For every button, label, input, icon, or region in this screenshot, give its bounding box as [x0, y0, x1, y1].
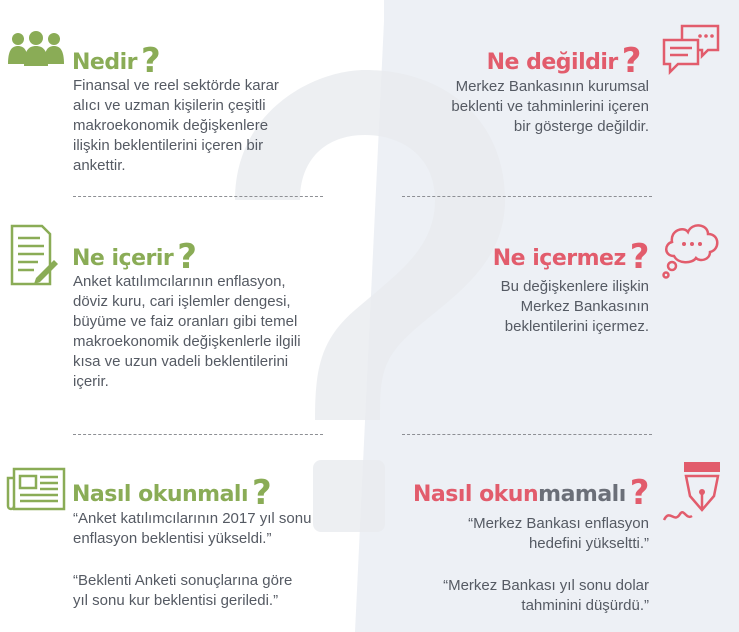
pen-signature-icon — [660, 460, 724, 526]
divider — [402, 196, 652, 197]
nasil-okunmamali-quote-2: “Merkez Bankası yıl sonu dolar tahminini düşürdü.” — [443, 577, 649, 614]
nedir-text: Finansal ve reel sektörde karar alıcı ve uzman kişilerin çeşitli makroekonomik değişkenlere ilişkin beklentilerini içeren bir ankettir. — [73, 77, 279, 174]
nasil-okunmali-quote-1: “Anket katılımcılarının 2017 yıl sonu enflasyon beklentisi yükseldi.” — [73, 510, 312, 547]
ne-icermez-heading: Ne içermez ? — [492, 237, 649, 277]
nasil-okunmali-quote-2: “Beklenti Anketi sonuçlarına göre yıl sonu kur beklentisi geriledi.” — [73, 572, 293, 609]
chat-bubbles-icon — [660, 22, 722, 78]
ne-degildir-heading: Ne değildir ? — [486, 41, 641, 81]
nasil-okunmali-heading: Nasıl okunmalı ? — [72, 473, 272, 513]
ne-icermez-text: Bu değişkenlere ilişkin Merkez Bankasının beklentilerini içermez. — [500, 278, 649, 335]
nedir-heading: Nedir ? — [72, 41, 161, 81]
ne-degildir-text: Merkez Bankasının kurumsal beklenti ve tahminlerini içeren bir gösterge değildir. — [451, 78, 649, 135]
people-group-icon — [6, 30, 66, 66]
nasil-okunmamali-quote-1: “Merkez Bankası enflasyon hedefini yükseltti.” — [468, 515, 649, 552]
newspaper-icon — [6, 466, 66, 512]
document-pencil-icon — [8, 222, 58, 288]
nasil-okunmamali-heading: Nasıl okunmamalı ? — [412, 473, 649, 513]
divider — [73, 196, 323, 197]
ne-icerir-text: Anket katılımcılarının enflasyon, döviz kuru, cari işlemler dengesi, büyüme ve faiz oranları gibi temel makroekonomik değişkenlerle ilgili kısa ve uzun vadeli beklentilerini içerir. — [73, 273, 301, 390]
divider — [402, 434, 652, 435]
ne-icerir-heading: Ne içerir ? — [72, 237, 197, 277]
divider — [73, 434, 323, 435]
thought-cloud-icon — [660, 218, 724, 280]
